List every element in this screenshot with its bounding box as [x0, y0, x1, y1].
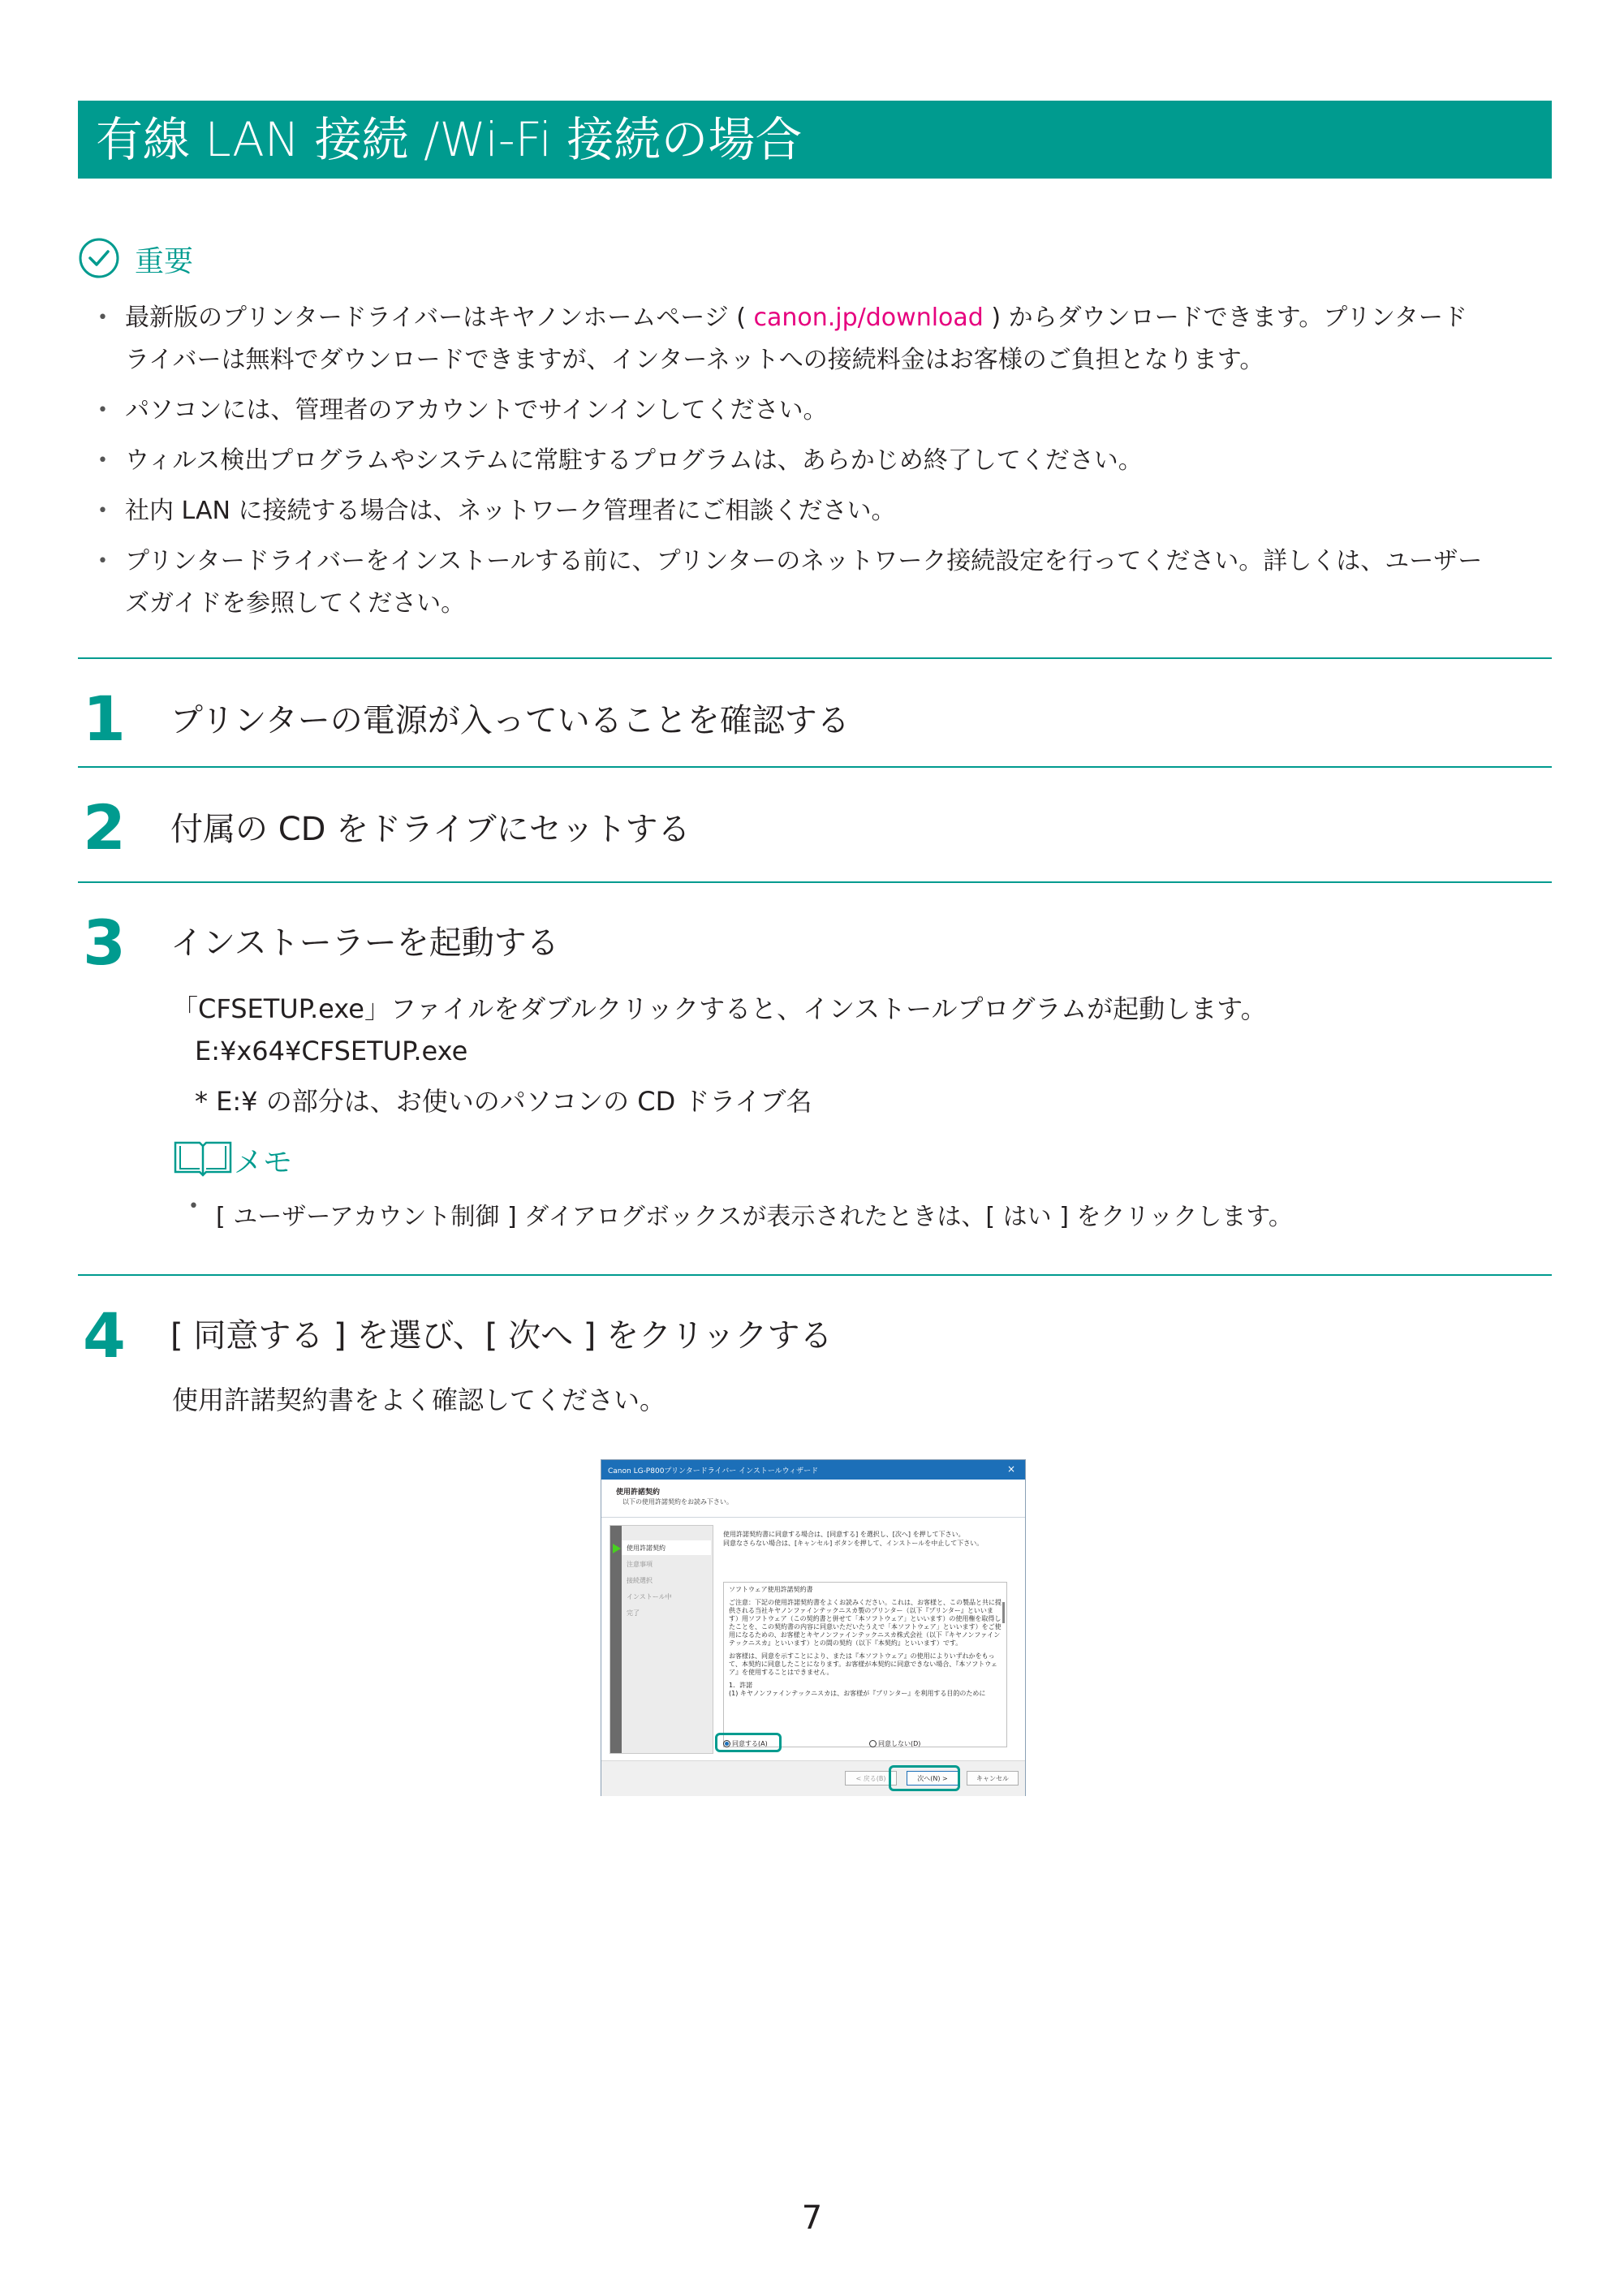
license-text-box[interactable] — [723, 1582, 1007, 1747]
dialog-header-title: 使用許諾契約 — [616, 1488, 661, 1497]
memo-title: メモ — [234, 1146, 293, 1179]
step-divider — [78, 766, 1552, 768]
license-paragraph: ご注意：下記の使用許諾契約書をよくお読みください。これは、お客様と、この製品と共に提供される当社キヤノンファインテックニスカ製のプリンター（以下『プリンター』といいます）用ソフトウェア（この契約書と併せて「本ソフトウェア」といいます）の使用権を取得したことを、この契約書の内容に同意いただいたうえで「本ソフトウェア」といいます）をご使用になるための、お客様とキヤノンファインテックニスカ株式会社（以下『キヤノンファインテックニスカ』といいます）との間の契約（以下『本契約』といいます）です。 — [729, 1599, 1002, 1647]
license-paragraph: (1) キヤノンファインテックニスカは、お客様が『プリンター』を利用する目的のために — [729, 1690, 986, 1697]
wizard-step-list — [610, 1525, 713, 1754]
file-path: E:¥x64¥CFSETUP.exe — [195, 1036, 468, 1066]
step-body: 「CFSETUP.exe」ファイルをダブルクリックすると、インストールプログラムが起動します。 — [172, 993, 1267, 1024]
important-title: 重要 — [135, 245, 194, 278]
current-step-arrow-icon — [613, 1544, 621, 1553]
license-heading: ソフトウェア使用許諾契約書 — [729, 1586, 813, 1593]
bullet-text: ズガイドを参照してください。 — [125, 589, 466, 618]
step-title: インストーラーを起動する — [170, 924, 559, 962]
installer-dialog — [601, 1459, 1026, 1796]
license-paragraph: 1．許諾 — [729, 1682, 753, 1689]
close-icon[interactable]: × — [1006, 1463, 1015, 1475]
instruction-line: 同意なさらない場合は、[キャンセル] ボタンを押して、インストールを中止して下さい。 — [723, 1540, 984, 1547]
download-link[interactable]: canon.jp/download — [753, 304, 984, 332]
wizard-step-notes: 注意事項 — [627, 1561, 653, 1568]
list-item: • ウィルス検出プログラムやシステムに常駐するプログラムは、あらかじめ終了してください。 — [94, 440, 1547, 482]
step-title: 付属の CD をドライブにセットする — [170, 811, 691, 848]
dialog-title: Canon LG-P800プリンタードライバー インストールウィザード — [608, 1467, 819, 1475]
wizard-step-license: 使用許諾契約 — [627, 1544, 666, 1552]
radio-empty-icon — [869, 1740, 877, 1747]
footnote: * E:¥ の部分は、お使いのパソコンの CD ドライブ名 — [195, 1086, 812, 1117]
wizard-step-finish: 完了 — [627, 1609, 640, 1617]
dialog-footer — [601, 1760, 1025, 1796]
step-title: プリンターの電源が入っていることを確認する — [170, 702, 850, 739]
step-body: 使用許諾契約書をよく確認してください。 — [172, 1385, 666, 1415]
list-item: • パソコンには、管理者のアカウントでサインインしてください。 — [94, 390, 1547, 432]
step-number: 3 — [83, 907, 126, 979]
bullet-text: ライバーは無料でダウンロードできますが、インターネットへの接続料金はお客様のご負担となります。 — [125, 346, 1264, 374]
dialog-instructions — [723, 1530, 1012, 1548]
step-number: 2 — [83, 791, 126, 864]
list-item — [94, 297, 1547, 381]
step-number: 1 — [83, 683, 126, 755]
bullet-text: 最新版のプリンタードライバーはキヤノンホームページ ( — [125, 304, 754, 332]
agree-label: 同意する(A) — [732, 1740, 768, 1747]
dialog-titlebar — [601, 1460, 1025, 1480]
disagree-label: 同意しない(D) — [878, 1740, 921, 1747]
important-bullet-list — [94, 297, 1547, 633]
bullet-text: ) からダウンロードできます。プリンタード — [983, 304, 1467, 332]
next-highlight — [889, 1765, 960, 1791]
check-circle-icon — [78, 237, 120, 279]
step-divider — [78, 881, 1552, 883]
list-item — [94, 541, 1547, 625]
agree-highlight — [715, 1733, 782, 1752]
cancel-button[interactable]: キャンセル — [967, 1771, 1019, 1786]
step-list-bar — [610, 1526, 622, 1753]
wizard-step-connection: 接続選択 — [627, 1577, 653, 1584]
page-number: 7 — [801, 2199, 823, 2237]
step-divider — [78, 1274, 1552, 1276]
dialog-header — [601, 1480, 1025, 1518]
section-title-banner: 有線 LAN 接続 /Wi-Fi 接続の場合 — [78, 101, 1552, 179]
license-scrollbar[interactable] — [1002, 1602, 1005, 1623]
list-item: • 社内 LAN に接続する場合は、ネットワーク管理者にご相談ください。 — [94, 490, 1547, 532]
bullet-text: プリンタードライバーをインストールする前に、プリンターのネットワーク接続設定を行ってください。詳しくは、ユーザー — [125, 547, 1483, 575]
step-title: [ 同意する ] を選び、[ 次へ ] をクリックする — [170, 1317, 833, 1355]
back-button[interactable]: < 戻る(B) — [845, 1771, 897, 1786]
disagree-radio[interactable] — [869, 1739, 920, 1748]
license-paragraph: お客様は、同意を示すことにより、または『本ソフトウェア』の使用によりいずれかをもって、本契約に同意したことになります。お客様が本契約に同意できない場合、『本ソフトウェア』を使用することはできません。 — [729, 1652, 997, 1676]
dialog-header-subtitle: 以下の使用許諾契約をお読み下さい。 — [622, 1498, 733, 1506]
memo-bullet: • [ ユーザーアカウント制御 ] ダイアログボックスが表示されたときは、[ はい ] をクリックします。 — [187, 1196, 1293, 1232]
step-number: 4 — [83, 1299, 126, 1372]
step-divider — [78, 657, 1552, 659]
wizard-step-installing: インストール中 — [627, 1593, 672, 1600]
instruction-line: 使用許諾契約書に同意する場合は、[同意する] を選択し、[次へ] を押して下さい。 — [723, 1531, 965, 1538]
next-button[interactable]: 次へ(N) > — [907, 1771, 958, 1786]
open-book-icon — [172, 1138, 234, 1177]
